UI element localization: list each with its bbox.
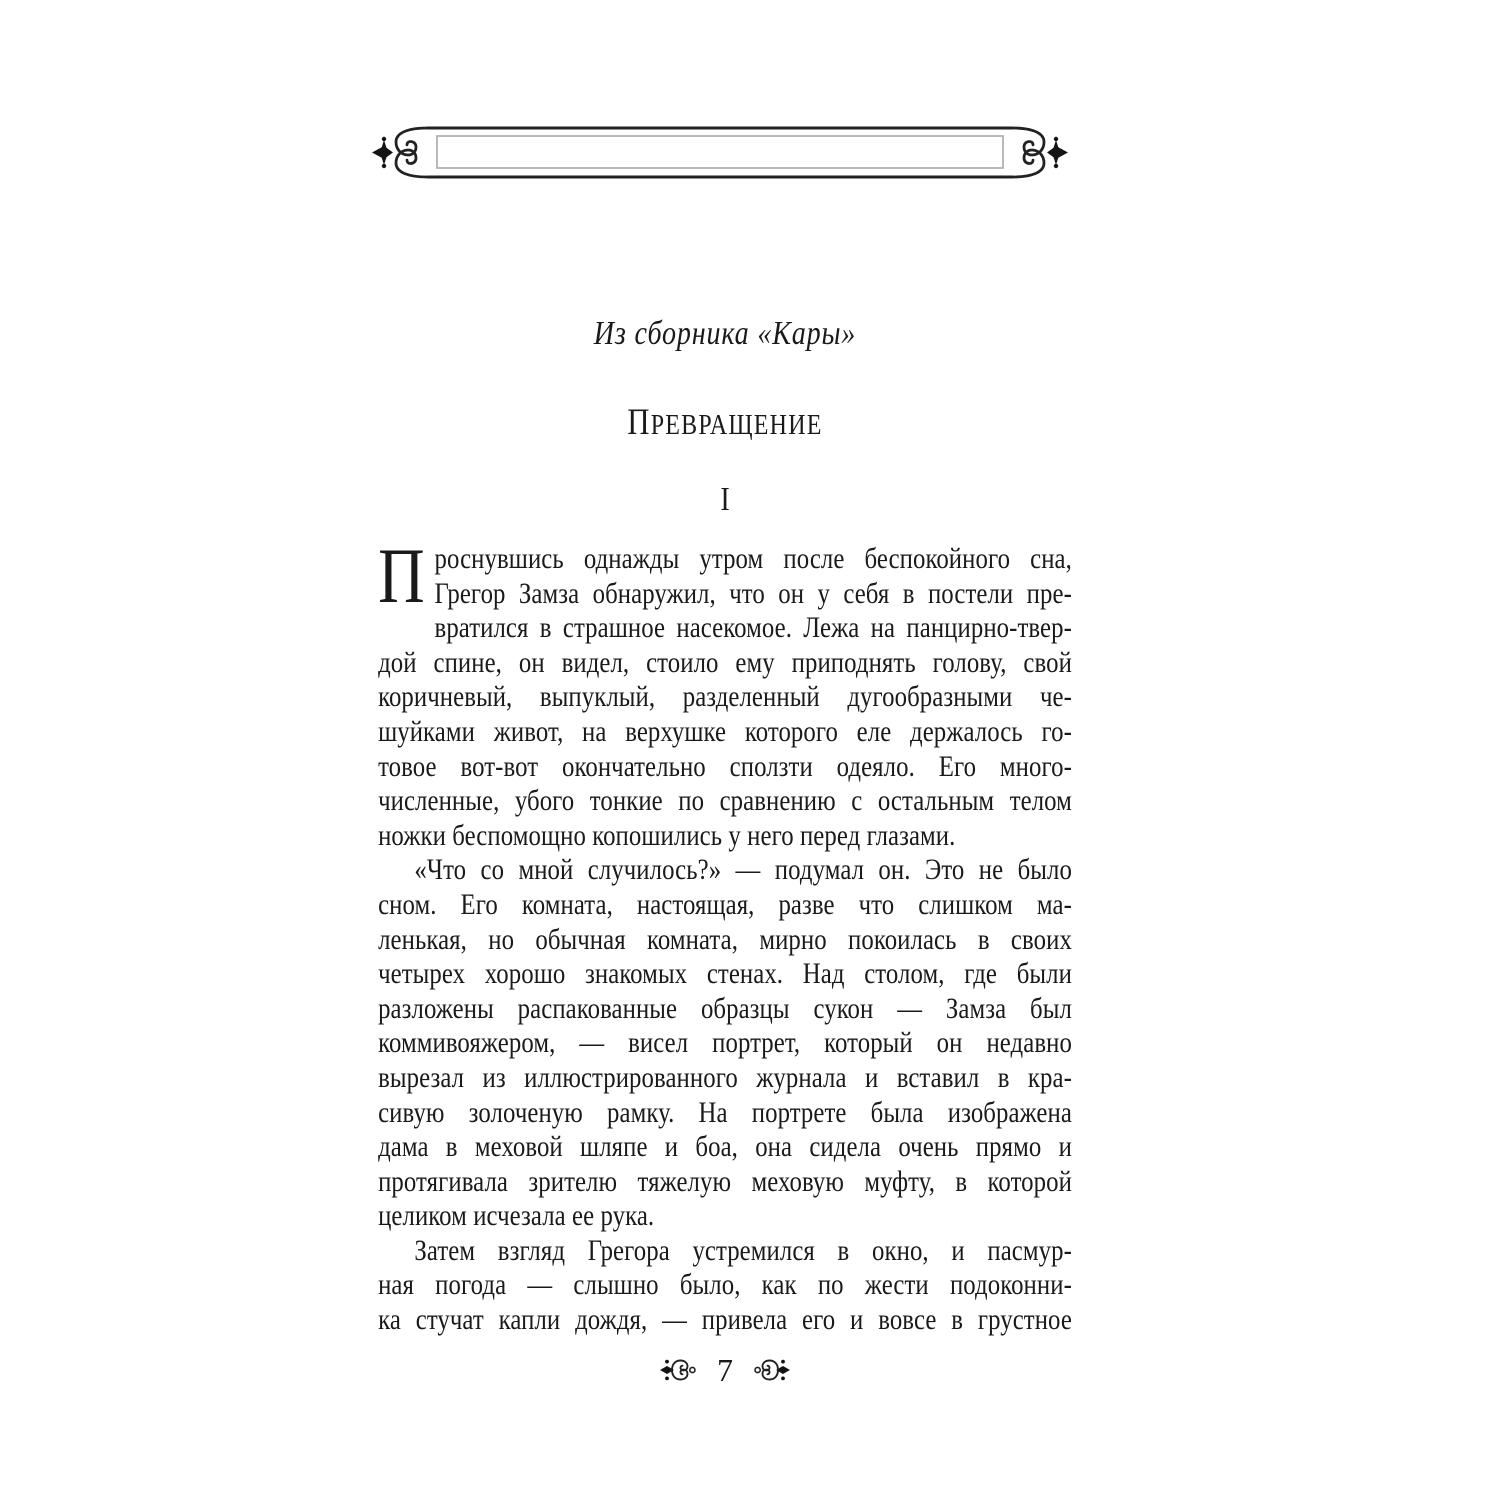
paragraph <box>378 853 1072 1234</box>
collection-title: Из сборника «Кары» <box>593 315 857 352</box>
text-line: численные, убого тонкие по сравнению с остальным телом <box>378 784 1072 818</box>
text-line: ка стучат капли дождя, — привела его и вовсе в грустное <box>378 1303 1072 1337</box>
text-line: вратился в страшное насекомое. Лежа на панцирно-твер- <box>434 611 1072 645</box>
paragraph <box>378 532 1072 853</box>
text-line: сивую золоченую рамку. На портрете была изображена <box>378 1095 1072 1129</box>
text-line: разложены распакованные образцы сукон — Замза был <box>378 991 1072 1025</box>
text-line: коммивояжером, — висел портрет, который он недавно <box>378 1026 1072 1060</box>
text-line: «Что со мной случилось?» — подумал он. Это не было <box>414 853 1072 887</box>
body-text <box>378 532 1072 1338</box>
text-line: целиком исчезала ее рука. <box>378 1199 655 1233</box>
text-line: Грегор Замза обнаружил, что он у себя в постели пре- <box>434 576 1072 610</box>
section-number: I <box>720 481 730 518</box>
fleuron-right-icon <box>754 1356 790 1384</box>
text-line: ная погода — слышно было, как по жести подоконни- <box>378 1268 1072 1302</box>
text-line: дой спине, он видел, стоило ему приподнять голову, свой <box>378 645 1072 679</box>
band-end-left <box>372 128 427 177</box>
text-line: шуйками живот, на верхушке которого еле держалось го- <box>378 714 1072 748</box>
text-line: коричневый, выпуклый, разделенный дугообразными че- <box>378 680 1072 714</box>
text-line: товое вот-вот окончательно сползти одеяло. Его много- <box>378 749 1072 783</box>
text-column <box>378 300 1072 1338</box>
story-title-rest: РЕВРАЩЕНИЕ <box>650 409 823 441</box>
band-end-right <box>1013 128 1068 177</box>
paragraph <box>378 1234 1072 1338</box>
page-footer <box>375 1348 1075 1392</box>
text-line: протягивала зрителю тяжелую меховую муфту, в которой <box>378 1164 1072 1198</box>
text-line: сном. Его комната, настоящая, разве что слишком ма- <box>378 887 1072 921</box>
text-line: дама в меховой шляпе и боа, она сидела очень прямо и <box>378 1130 1072 1164</box>
fleuron-left-icon <box>660 1356 696 1384</box>
text-line: ленькая, но обычная комната, мирно покоилась в своих <box>378 922 1072 956</box>
story-title-initial: П <box>627 402 651 443</box>
text-line: роснувшись однажды утром после беспокойного сна, <box>434 542 1072 575</box>
story-title <box>378 399 1072 454</box>
page-number: 7 <box>717 1352 733 1388</box>
text-line: четырех хорошо знакомых стенах. Над столом, где были <box>378 957 1072 991</box>
text-line: ножки беспомощно копошились у него перед глазами. <box>378 818 956 852</box>
drop-cap: П <box>378 532 425 619</box>
header-frame-ornament-icon <box>370 120 1070 184</box>
text-line: вырезал из иллюстрированного журнала и вставил в кра- <box>378 1060 1072 1094</box>
text-line: Затем взгляд Грегора устремился в окно, и пасмур- <box>414 1233 1072 1267</box>
